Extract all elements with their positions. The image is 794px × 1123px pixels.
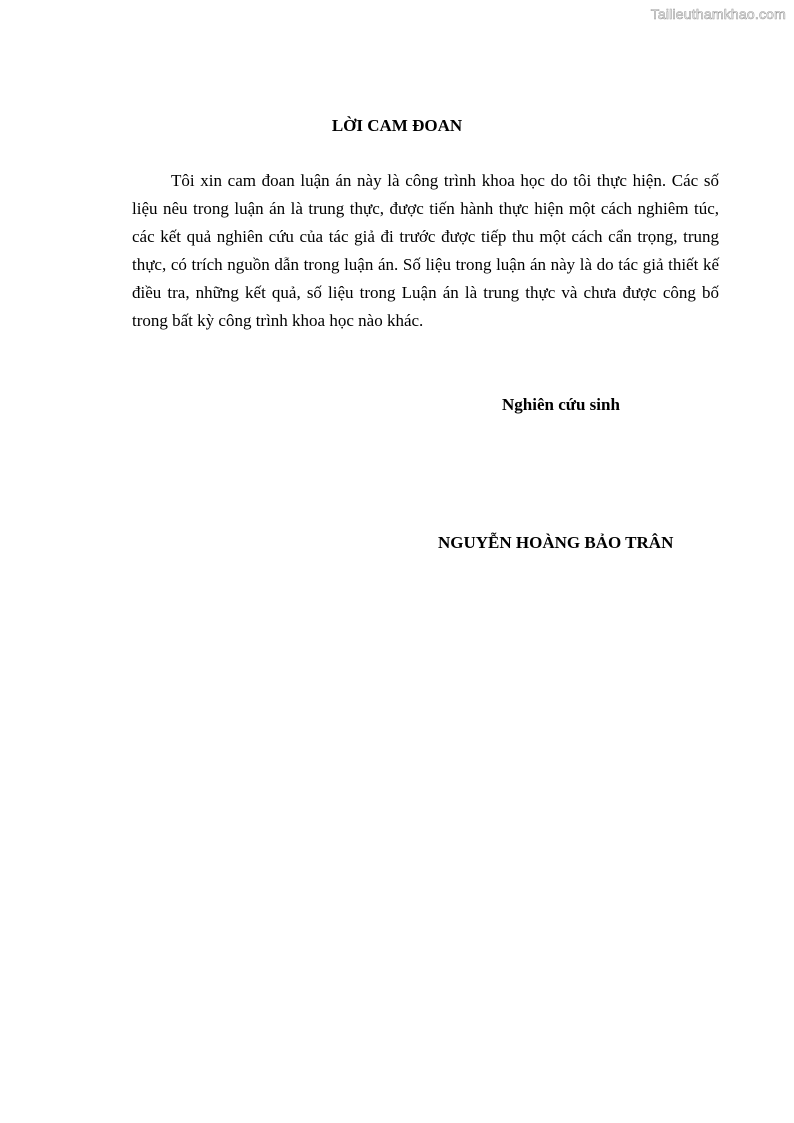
page-title: LỜI CAM ĐOAN [331, 116, 463, 135]
signer-role: Nghiên cứu sinh [502, 395, 620, 414]
signer-name: NGUYỄN HOÀNG BẢO TRÂN [438, 533, 674, 552]
declaration-paragraph: Tôi xin cam đoan luận án này là công trình khoa học do tôi thực hiện. Các số liệu nêu trong luận án là trung thực, được tiến hành thực hiện một cách nghiêm túc, các kết quả nghiên cứu của tác giả đi trước được tiếp thu một cách cẩn trọng, trung thực, có trích nguồn dẫn trong luận án. Số liệu trong luận án này là do tác giả thiết kế điều tra, những kết quả, số liệu trong Luận án là trung thực và chưa được công bố trong bất kỳ công trình khoa học nào khác. [132, 171, 719, 331]
watermark: Tailieuthamkhao.com [650, 6, 786, 22]
